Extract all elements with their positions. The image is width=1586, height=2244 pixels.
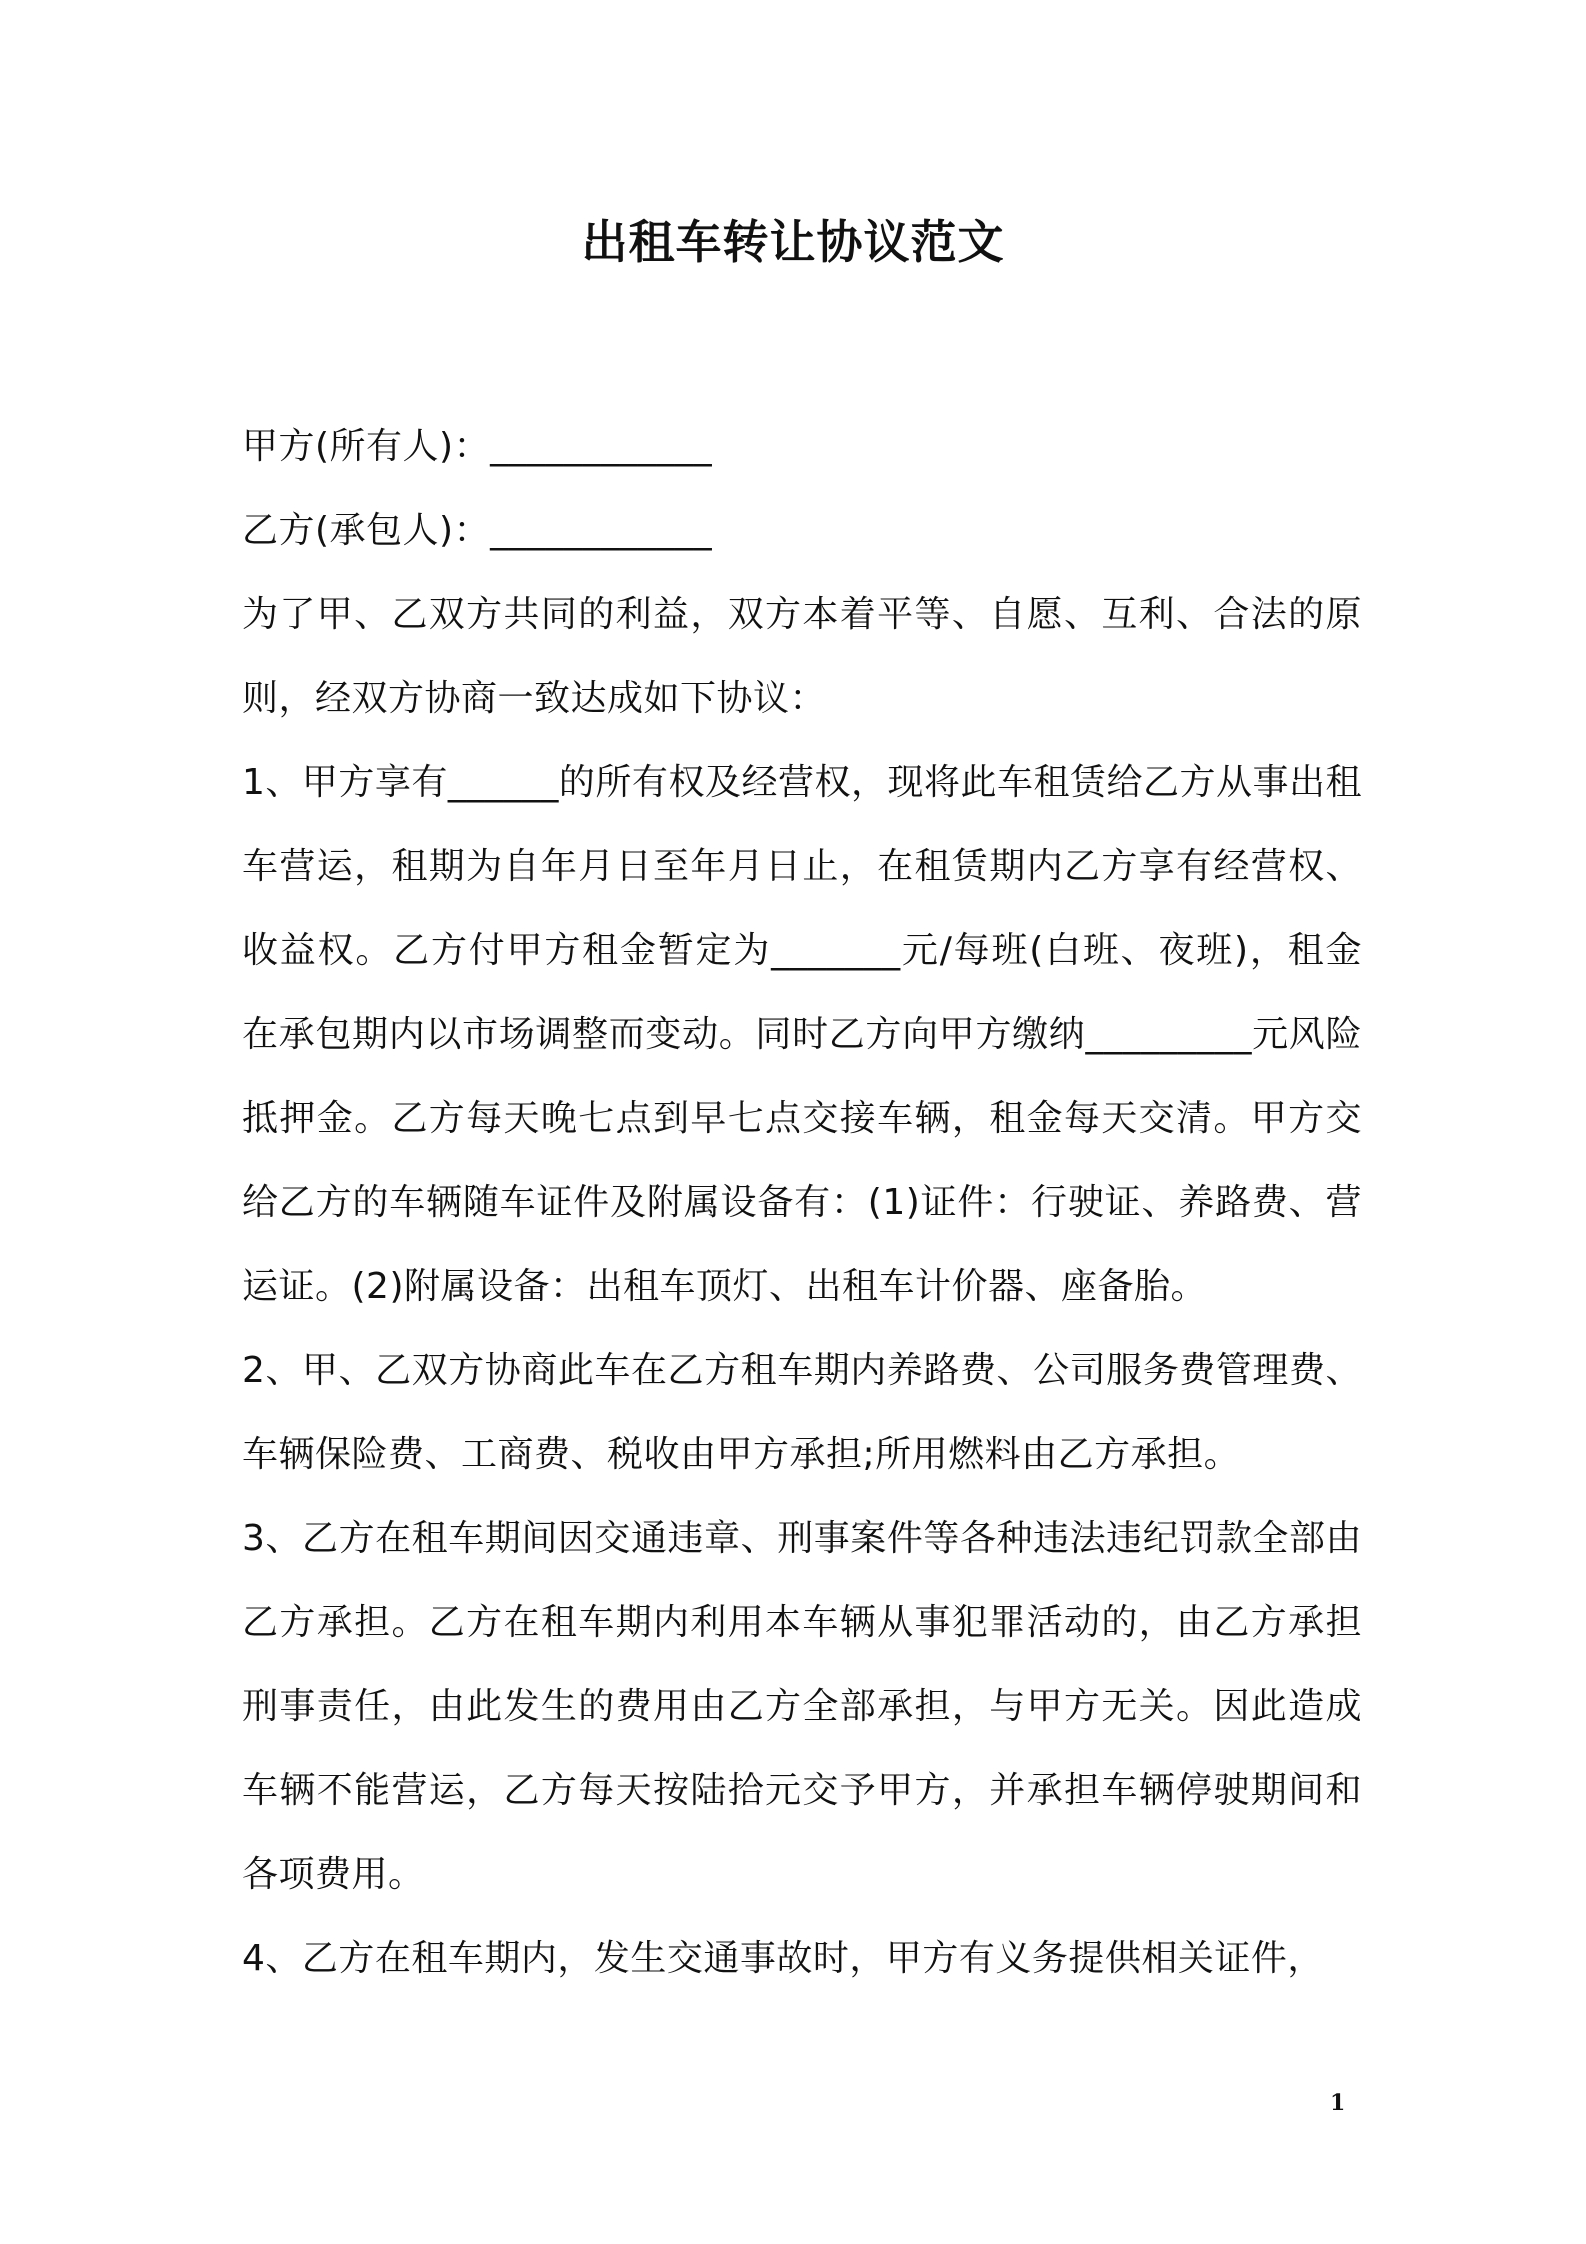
document-title: 出租车转让协议范文 [581,215,1005,269]
clause-3-paragraph: 3、乙方在租车期间因交通违章、刑事案件等各种违法违纪罚款全部由乙方承担。乙方在租车期内利用本车辆从事犯罪活动的，由乙方承担刑事责任，由此发生的费用由乙方全部承担，与甲方无关。因此造成车辆不能营运，乙方每天按陆拾元交予甲方，并承担车辆停驶期间和各项费用。 [242,1518,1362,1895]
party-a-line: 甲方(所有人)：____________ [242,426,713,467]
intro-paragraph: 为了甲、乙双方共同的利益，双方本着平等、自愿、互利、合法的原则，经双方协商一致达成如下协议： [242,594,1362,719]
clause-2-paragraph: 2、甲、乙双方协商此车在乙方租车期内养路费、公司服务费管理费、车辆保险费、工商费、税收由甲方承担;所用燃料由乙方承担。 [242,1350,1362,1475]
party-b-line: 乙方(承包人)：____________ [242,510,713,551]
clause-1-paragraph: 1、甲方享有______的所有权及经营权，现将此车租赁给乙方从事出租车营运，租期为自年月日至年月日止，在租赁期内乙方享有经营权、收益权。乙方付甲方租金暂定为_______元/每班(白班、夜班)，租金在承包期内以市场调整而变动。同时乙方向甲方缴纳_________元风险抵押金。乙方每天晚七点到早七点交接车辆，租金每天交清。甲方交给乙方的车辆随车证件及附属设备有：(1)证件：行驶证、养路费、营运证。(2)附属设备：出租车顶灯、出租车计价器、座备胎。 [242,762,1362,1307]
page-number: 1 [1330,2090,1346,2116]
clause-4-paragraph: 4、乙方在租车期内，发生交通事故时，甲方有义务提供相关证件， [242,1938,1324,1979]
document-body [242,405,1362,2001]
